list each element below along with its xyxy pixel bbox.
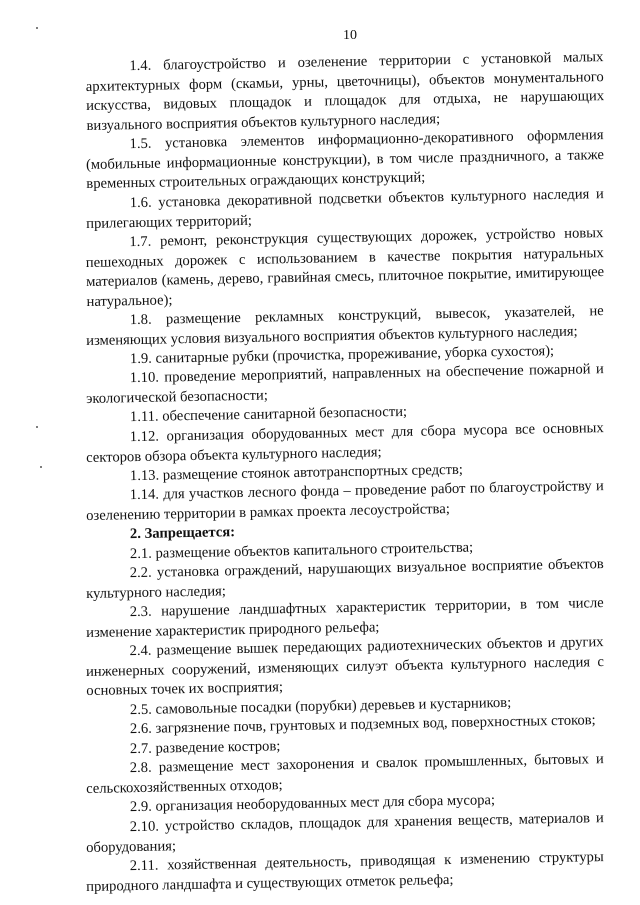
paragraph-1-12: 1.12. организация оборудованных мест для сбора мусора все основных секторов обзора объекта культурного наследия; (86, 419, 604, 465)
paragraph-1-14: 1.14. для участков лесного фонда – проведение работ по благоустройству и озеленению территории в рамках проекта лесоустройства; (86, 478, 604, 524)
paragraph-1-11: 1.11. обеспечение санитарной безопасности; (129, 403, 408, 426)
paragraph-2-2: 2.2. установка ограждений, нарушающих визуальное восприятие объектов культурного наследия; (86, 556, 604, 602)
paragraph-2-4: 2.4. размещение вышек передающих радиотехнических объектов и других инженерных сооружений, изменяющих силуэт объекта культурного наследия с основных точек их восприятия; (85, 634, 605, 699)
page-number: 10 (343, 28, 357, 43)
paragraph-2-9: 2.9. организация необорудованных мест для сбора мусора; (129, 792, 496, 816)
paragraph-1-13: 1.13. размещение стоянок автотранспортных средств; (129, 461, 464, 484)
paragraph-1-6: 1.6. установка декоративной подсветки объектов культурного наследия и прилегающих территорий; (86, 185, 604, 231)
paragraph-1-5: 1.5. установка элементов информационно-декоративного оформления (мобильные информационные конструкции), в том числе праздничного, а также временных строительных ограждающих конструкций; (85, 127, 605, 192)
paragraph-2-1: 2.1. размещение объектов капитального строительства; (129, 539, 474, 562)
paragraph-2-6: 2.6. загрязнение почв, грунтовых и подземных вод, поверхностных стоков; (129, 712, 596, 738)
scan-speck (36, 27, 38, 29)
paragraph-2-7: 2.7. разведение костров; (129, 737, 281, 757)
paragraph-2-10: 2.10. устройство складов, площадок для хранения веществ, материалов и оборудования; (86, 809, 604, 855)
scan-speck (36, 426, 38, 428)
paragraph-1-9: 1.9. санитарные рубки (прочистка, прореживание, уборка сухостоя); (129, 342, 555, 367)
paragraph-1-8: 1.8. размещение рекламных конструкций, вывесок, указателей, не изменяющих условия визуального восприятия объектов культурного наследия; (86, 302, 604, 348)
paragraph-1-4: 1.4. благоустройство и озеленение территории с установкой малых архитектурных форм (скамьи, урны, цветочницы), объектов монументального искусства, видовых площадок и площадок для отдыха, не нарушающих визуального восприятия объектов культурного наследия; (85, 49, 605, 134)
paragraph-2-5: 2.5. самовольные посадки (порубки) деревьев и кустарников; (129, 694, 512, 718)
section-heading-prohibited: 2. Запрещается: (129, 524, 236, 543)
scan-speck (40, 466, 42, 468)
paragraph-2-3: 2.3. нарушение ландшафтных характеристик территории, в том числе изменение характеристик природного рельефа; (86, 595, 604, 641)
paragraph-2-8: 2.8. размещение мест захоронения и свалок промышленных, бытовых и сельскохозяйственных отходов; (86, 751, 604, 797)
paragraph-1-10: 1.10. проведение мероприятий, направленных на обеспечение пожарной и экологической безопасности; (86, 361, 604, 407)
paragraph-1-7: 1.7. ремонт, реконструкция существующих дорожек, устройство новых пешеходных дорожек с использованием в качестве покрытия натуральных материалов (камень, дерево, гравийная смесь, плиточное покрытие, имитирующее натуральное); (85, 224, 605, 309)
paragraph-2-11: 2.11. хозяйственная деятельность, приводящая к изменению структуры природного ландшафта и существующих отметок рельефа; (86, 848, 604, 894)
